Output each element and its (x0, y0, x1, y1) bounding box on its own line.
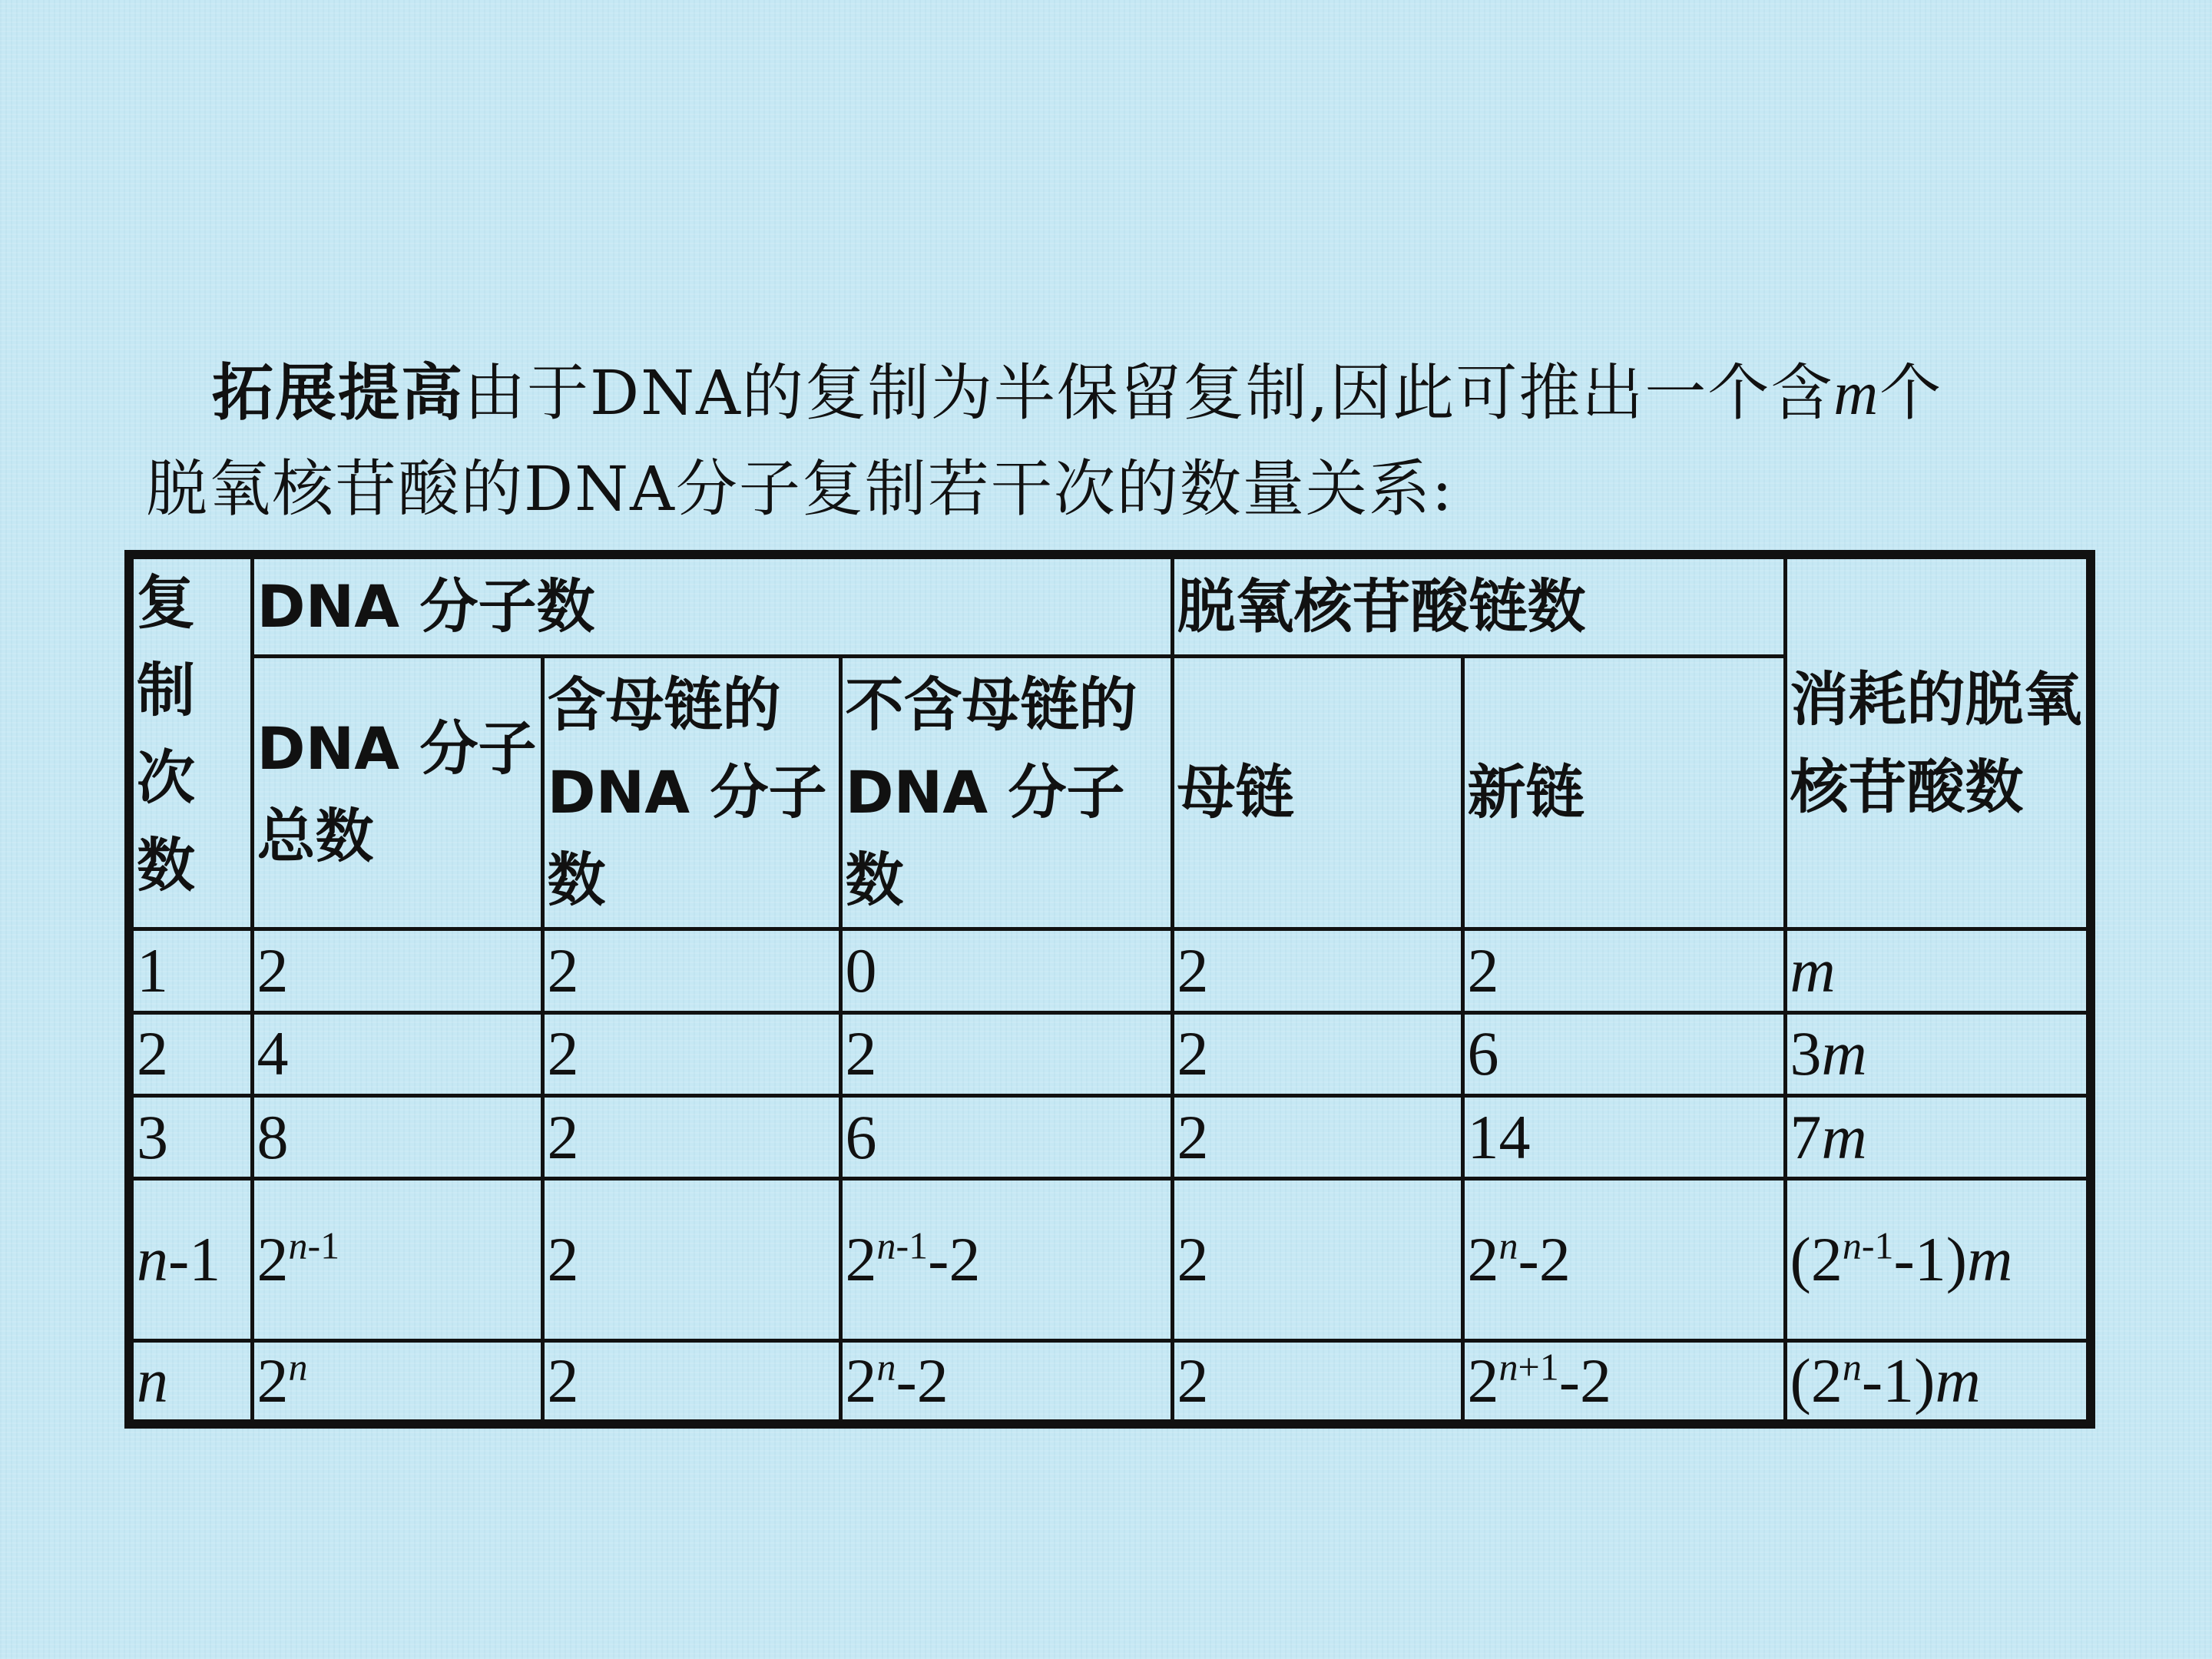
intro-lead: 拓展提高 (212, 357, 464, 429)
cell-total: 8 (252, 1095, 542, 1178)
cell-without-parent: 0 (840, 929, 1172, 1012)
cell-new-strand: 2$^n$-2 (1462, 1179, 1785, 1341)
cell-new-strand: $2^{n+1}-2$ (1462, 1341, 1785, 1424)
cell-total: 4 (252, 1012, 542, 1095)
cell-parent-strand: 2 (1172, 929, 1462, 1012)
cell-total: 2$^n$ (252, 1341, 542, 1424)
header-parent-strand: 母链 (1172, 656, 1462, 929)
cell-consumed: m (1785, 929, 2091, 1012)
header-total: DNA 分子总数 (252, 656, 542, 929)
header-row-group (129, 555, 2091, 656)
cell-times: 1 (129, 929, 252, 1012)
header-new-strand: 新链 (1462, 656, 1785, 929)
cell-total: 2 (252, 929, 542, 1012)
cell-parent-strand: 2 (1172, 1095, 1462, 1178)
table-row (129, 1341, 2091, 1424)
table-row (129, 929, 2091, 1012)
cell-times: 2 (129, 1012, 252, 1095)
intro-variable-m: m (1833, 360, 1880, 428)
cell-consumed: 3m (1785, 1012, 2091, 1095)
header-strand-group: 脱氧核苷酸链数 (1172, 555, 1785, 656)
cell-with-parent: 2 (542, 929, 840, 1012)
cell-consumed: (2$^{n-1}$-1)m (1785, 1179, 2091, 1341)
cell-with-parent: 2 (542, 1341, 840, 1424)
table-row (129, 1179, 2091, 1341)
intro-line-1-end: 个 (1879, 357, 1943, 429)
cell-times: n-1 (129, 1179, 252, 1341)
cell-consumed: 7m (1785, 1095, 2091, 1178)
cell-new-strand: 6 (1462, 1012, 1785, 1095)
cell-parent-strand: 2 (1172, 1012, 1462, 1095)
intro-line-1-text: 由于DNA的复制为半保留复制,因此可推出一个含 (464, 357, 1834, 429)
cell-without-parent: 2$^{n-1}$-2 (840, 1179, 1172, 1341)
cell-new-strand: 2 (1462, 929, 1785, 1012)
cell-with-parent: 2 (542, 1179, 840, 1341)
cell-total: 2$^{n-1}$ (252, 1179, 542, 1341)
cell-with-parent: 2 (542, 1012, 840, 1095)
cell-times: n (129, 1341, 252, 1424)
cell-without-parent: 2 (840, 1012, 1172, 1095)
replication-table (124, 550, 2095, 1429)
intro-paragraph (146, 346, 2081, 537)
cell-with-parent: 2 (542, 1095, 840, 1178)
table-row (129, 1012, 2091, 1095)
cell-parent-strand: 2 (1172, 1179, 1462, 1341)
header-with-parent: 含母链的 DNA 分子数 (542, 656, 840, 929)
header-dna-group: DNA 分子数 (252, 555, 1172, 656)
header-times: 复制次数 (129, 555, 252, 929)
cell-without-parent: 2$^n$-2 (840, 1341, 1172, 1424)
cell-parent-strand: 2 (1172, 1341, 1462, 1424)
cell-times: 3 (129, 1095, 252, 1178)
header-consumed: 消耗的脱氧核苷酸数 (1785, 555, 2091, 929)
intro-line-2: 脱氧核苷酸的DNA分子复制若干次的数量关系: (146, 453, 1454, 525)
table-row (129, 1095, 2091, 1178)
cell-without-parent: 6 (840, 1095, 1172, 1178)
header-without-parent: 不含母链的 DNA 分子数 (840, 656, 1172, 929)
cell-new-strand: 14 (1462, 1095, 1785, 1178)
cell-consumed: (2$^n$-1)m (1785, 1341, 2091, 1424)
intro-line-1 (146, 346, 2081, 442)
